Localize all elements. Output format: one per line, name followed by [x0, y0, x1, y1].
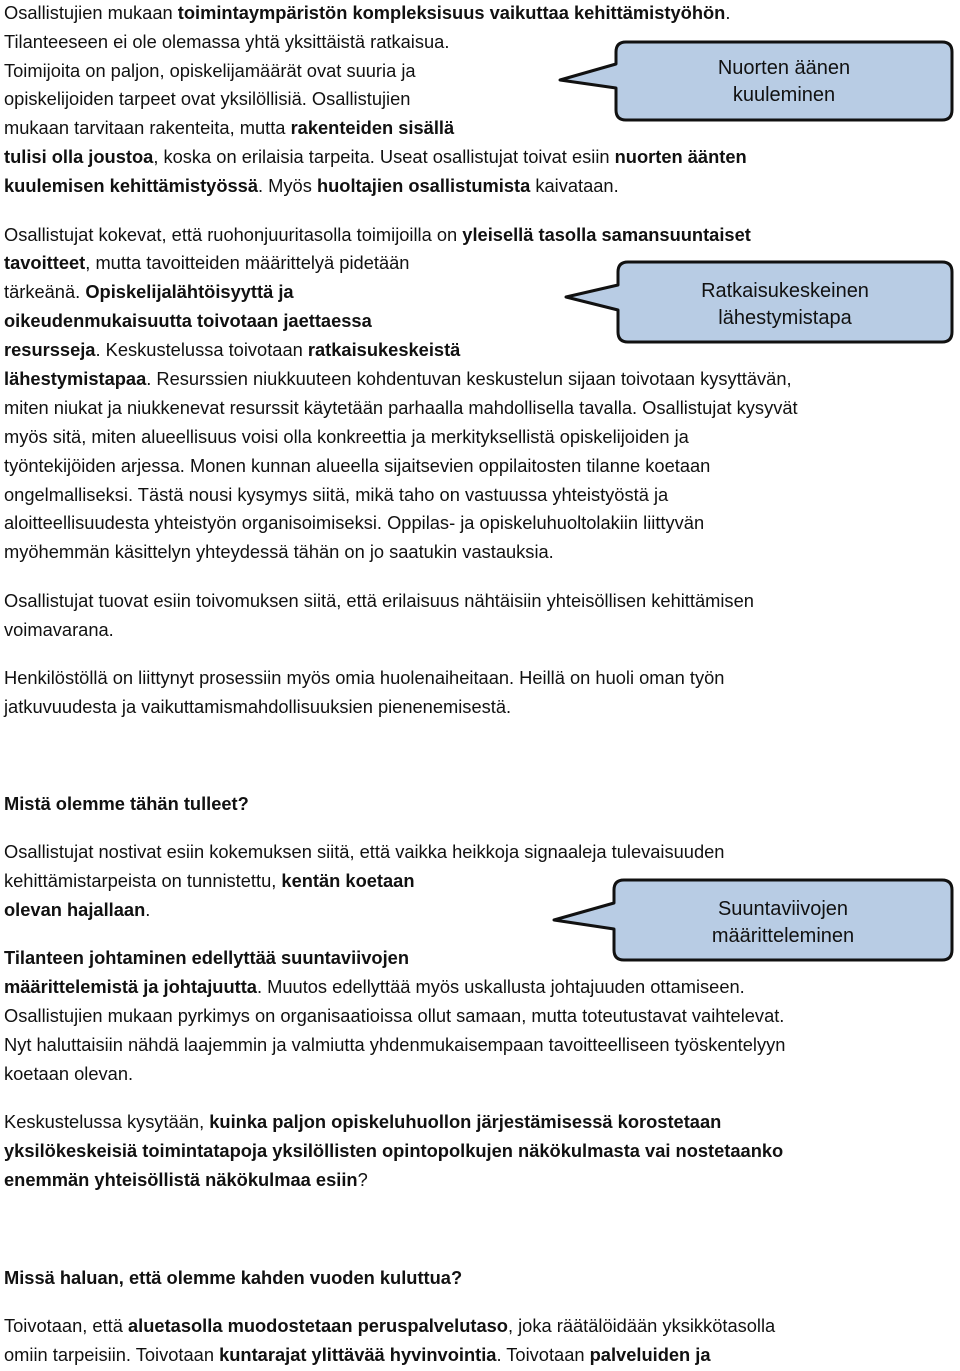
bold-text: enemmän yhteisöllistä näkökulmaa esiin [4, 1169, 358, 1190]
text-span: miten niukat ja niukkenevat resurssit käytetään parhaalla mahdollisella tavalla. Osallistujat kysyvät [4, 397, 798, 418]
text-span: tärkeänä. [4, 281, 86, 302]
text-line [4, 590, 754, 612]
bold-text: yleisellä tasolla samansuuntaiset [462, 224, 751, 245]
text-line [4, 667, 724, 689]
callout-line: Nuorten äänen [717, 57, 851, 79]
text-span: Osallistujien mukaan pyrkimys on organisaatioissa ollut samaan, mutta toteutustavat vaihtelevat. [4, 1005, 785, 1026]
callout-text-suuntaviivojen [614, 896, 952, 950]
bold-text: olevan hajallaan [4, 899, 146, 920]
text-span: . Myös [258, 175, 317, 196]
text-span: . Toivotaan [496, 1344, 590, 1365]
bold-text: lähestymistapaa [4, 368, 147, 389]
text-line [4, 484, 668, 506]
text-span: opiskelijoiden tarpeet ovat yksilöllisiä. Osallistujien [4, 88, 411, 109]
text-span: myöhemmän käsittelyn yhteydessä tähän on jo saatukin vastauksia. [4, 541, 554, 562]
callout-line: lähestymistapa [718, 307, 852, 329]
text-span: työntekijöiden arjessa. Monen kunnan alueella sijaitsevien oppilaitosten tilanne koetaan [4, 455, 711, 476]
bold-text: yksilökeskeisiä toimintatapoja yksilöllisten opintopolkujen näkökulmasta vai nostetaanko [4, 1140, 784, 1161]
text-line [4, 1315, 775, 1337]
callout-text-nuorten [616, 55, 952, 109]
bold-text: tulisi olla joustoa [4, 146, 154, 167]
text-line [4, 841, 724, 863]
text-line [4, 976, 745, 998]
text-line [4, 310, 372, 332]
bold-text: Missä haluan, että olemme kahden vuoden kuluttua? [4, 1267, 463, 1288]
text-line [4, 117, 454, 139]
text-span: . Muutos edellyttää myös uskallusta johtajuuden ottamiseen. [256, 976, 745, 997]
text-line [4, 368, 792, 390]
text-span: Nyt haluttaisiin nähdä laajemmin ja valmiutta yhdenmukaisempaan tavoitteelliseen työskentelyyn [4, 1034, 786, 1055]
bold-text: kuulemisen kehittämistyössä [4, 175, 259, 196]
text-line [4, 426, 689, 448]
text-line [4, 870, 415, 892]
bold-text: kuinka paljon opiskeluhuollon järjestämisessä korostetaan [209, 1111, 722, 1132]
text-line [4, 1034, 785, 1056]
text-span: . [145, 899, 151, 920]
text-line [4, 947, 409, 969]
text-line [4, 397, 798, 419]
bold-text: määrittelemistä ja johtajuutta [4, 976, 257, 997]
text-span: jatkuvuudesta ja vaikuttamismahdollisuuksien pienenemisestä. [4, 696, 512, 717]
bold-text: resursseja [4, 339, 96, 360]
callout-line: määritteleminen [711, 925, 855, 947]
text-span: . Resurssien niukkuuteen kohdentuvan keskustelun sijaan toivotaan kysyttävän, [146, 368, 792, 389]
text-line [4, 1063, 133, 1085]
text-line [4, 60, 416, 82]
callout-text-ratkaisukeskeinen [618, 278, 952, 332]
text-line [4, 696, 511, 718]
text-line [4, 1140, 783, 1162]
text-line [4, 2, 730, 24]
text-span: Toivotaan, että [4, 1315, 128, 1336]
text-line [4, 175, 619, 197]
text-span: , koska on erilaisia tarpeita. Useat osallistujat toivat esiin [153, 146, 615, 167]
text-line [4, 1267, 462, 1289]
text-span: mukaan tarvitaan rakenteita, mutta [4, 117, 291, 138]
text-span: , joka räätälöidään yksikkötasolla [507, 1315, 776, 1336]
bold-text: tavoitteet [4, 252, 86, 273]
text-span: ? [357, 1169, 368, 1190]
bold-text: aluetasolla muodostetaan peruspalvelutaso [128, 1315, 508, 1336]
bold-text: toimintaympäristön kompleksisuus vaikuttaa kehittämistyöhön [177, 2, 726, 23]
text-span: Keskustelussa kysytään, [4, 1111, 210, 1132]
text-span: . Keskustelussa toivotaan [95, 339, 308, 360]
text-span: . [725, 2, 731, 23]
text-line [4, 793, 249, 815]
text-span: koetaan olevan. [4, 1063, 134, 1084]
text-line [4, 281, 294, 303]
text-line [4, 512, 704, 534]
text-line [4, 146, 747, 168]
callout-line: Ratkaisukeskeinen [701, 280, 869, 302]
bold-text: ratkaisukeskeistä [307, 339, 461, 360]
text-span: Osallistujien mukaan [4, 2, 178, 23]
text-line [4, 1005, 784, 1027]
text-line [4, 252, 409, 274]
text-line [4, 31, 449, 53]
text-span: Henkilöstöllä on liittynyt prosessiin myös omia huolenaiheitaan. Heillä on huoli oman työn [4, 667, 725, 688]
callout-line: Suuntaviivojen [717, 898, 849, 920]
text-span: kaivataan. [530, 175, 619, 196]
callout-line: kuuleminen [732, 84, 836, 106]
text-line [4, 899, 150, 921]
text-line [4, 88, 410, 110]
text-line [4, 1344, 711, 1366]
text-line [4, 339, 460, 361]
bold-text: Opiskelijalähtöisyyttä ja [85, 281, 294, 302]
text-span: kehittämistarpeista on tunnistettu, [4, 870, 282, 891]
text-span: Tilanteeseen ei ole olemassa yhtä yksittäistä ratkaisua. [4, 31, 450, 52]
text-span: omiin tarpeisiin. Toivotaan [4, 1344, 220, 1365]
text-span: voimavarana. [4, 619, 114, 640]
text-span: , mutta tavoitteiden määrittelyä pidetään [85, 252, 410, 273]
text-line [4, 224, 751, 246]
text-span: Osallistujat kokevat, että ruohonjuuritasolla toimijoilla on [4, 224, 463, 245]
bold-text: rakenteiden sisällä [290, 117, 455, 138]
text-span: aloitteellisuudesta yhteistyön organisoimiseksi. Oppilas- ja opiskeluhuoltolakiin liittyvän [4, 512, 705, 533]
text-span: Osallistujat tuovat esiin toivomuksen siitä, että erilaisuus nähtäisiin yhteisöllisen kehittämisen [4, 590, 754, 611]
bold-text: Mistä olemme tähän tulleet? [4, 793, 249, 814]
text-span: myös sitä, miten alueellisuus voisi olla konkreettia ja merkityksellistä opiskelijoiden ja [4, 426, 689, 447]
text-line [4, 455, 710, 477]
bold-text: kentän koetaan [281, 870, 415, 891]
bold-text: oikeudenmukaisuutta toivotaan jaettaessa [4, 310, 372, 331]
bold-text: palveluiden ja [589, 1344, 711, 1365]
bold-text: kuntarajat ylittävää hyvinvointia [219, 1344, 497, 1365]
bold-text: nuorten äänten [614, 146, 747, 167]
text-line [4, 541, 554, 563]
text-line [4, 619, 114, 641]
text-span: Toimijoita on paljon, opiskelijamäärät ovat suuria ja [4, 60, 416, 81]
text-span: ongelmalliseksi. Tästä nousi kysymys siitä, mikä taho on vastuussa yhteistyöstä ja [4, 484, 669, 505]
bold-text: huoltajien osallistumista [316, 175, 531, 196]
text-line [4, 1169, 368, 1191]
text-span: Osallistujat nostivat esiin kokemuksen siitä, että vaikka heikkoja signaaleja tulevaisuuden [4, 841, 725, 862]
text-line [4, 1111, 721, 1133]
bold-text: Tilanteen johtaminen edellyttää suuntaviivojen [4, 947, 409, 968]
